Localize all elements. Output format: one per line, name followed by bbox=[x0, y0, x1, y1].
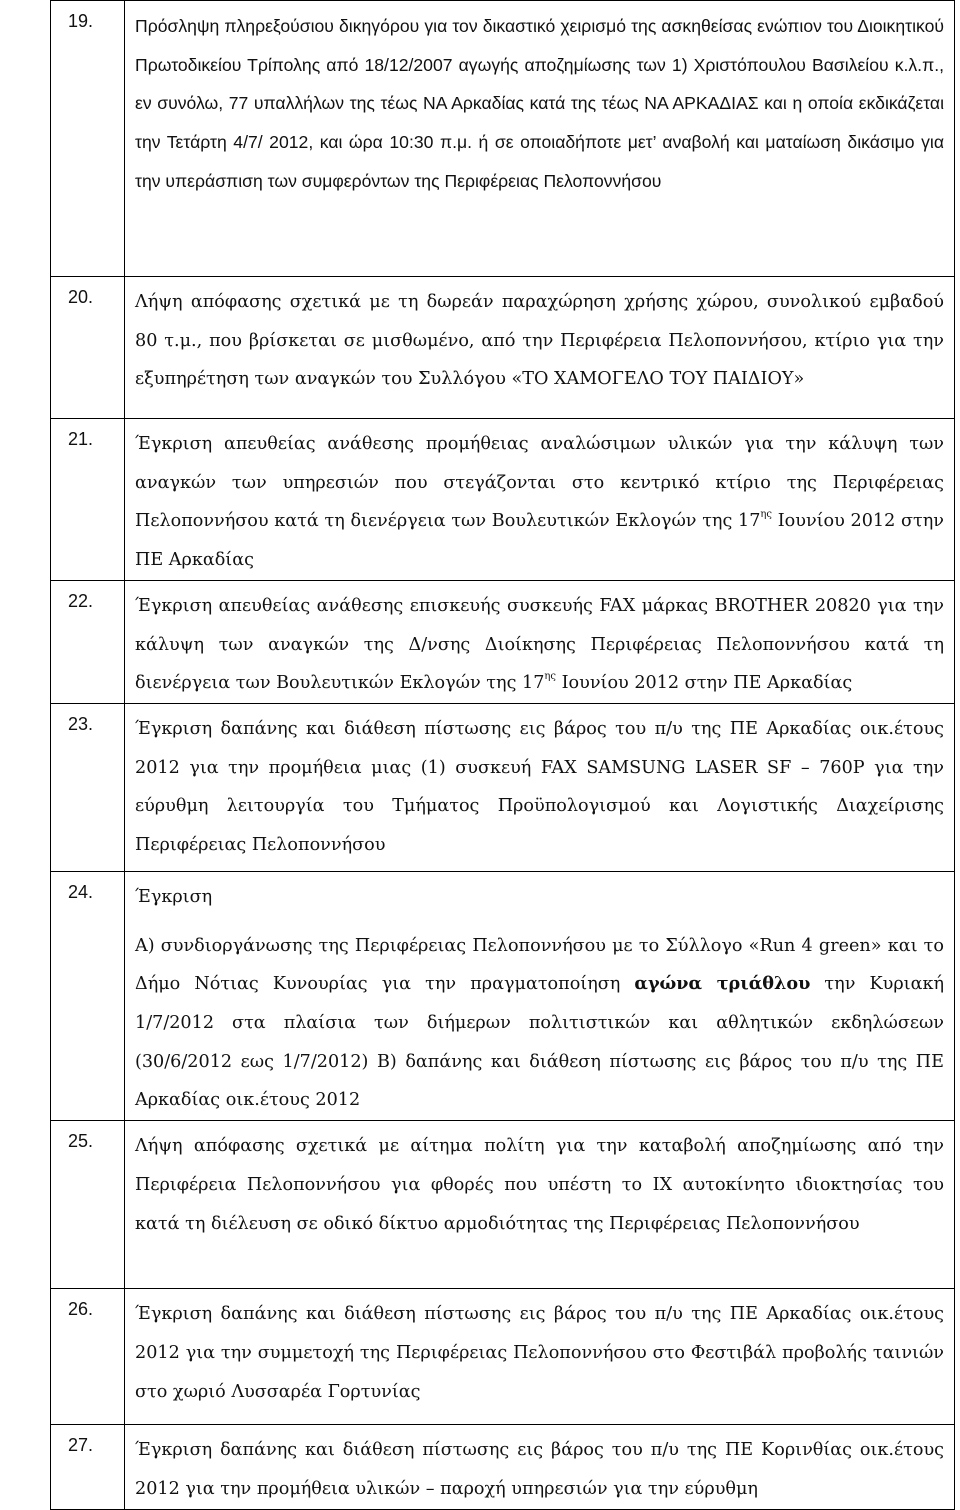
item-number: 25. bbox=[51, 1121, 125, 1289]
item-text: Έγκριση δαπάνης και διάθεση πίστωσης εις βάρος του π/υ της ΠΕ Κορινθίας οικ.έτους 2012 για την προμήθεια υλικών – παροχή υπηρεσιών για την εύρυθμη bbox=[135, 1440, 944, 1499]
agenda-item-26 bbox=[51, 1289, 955, 1425]
item-text: Έγκριση δαπάνης και διάθεση πίστωσης εις βάρος του π/υ της ΠΕ Αρκαδίας οικ.έτους 2012 για την συμμετοχή της Περιφέρειας Πελοποννήσου στο Φεστιβάλ προβολής ταινιών στο χωριό Λυσσαρέα Γορτυνίας bbox=[135, 1304, 944, 1402]
agenda-item-23 bbox=[51, 703, 955, 871]
item-number: 24. bbox=[51, 871, 125, 1120]
agenda-item-25 bbox=[51, 1121, 955, 1289]
item-text: Α) συνδιοργάνωσης της Περιφέρειας Πελοποννήσου με το Σύλλογο «Run 4 green» και το Δήμο Νότιας Κυνουρίας για την πραγματοποίηση αγώνα τριάθλου την Κυριακή 1/7/2012 στα πλαίσια των διήμερων πολιτιστικών και αθλητικών εκδηλώσεων (30/6/2012 εως 1/7/2012) Β) δαπάνης και διάθεση πίστωσης εις βάρος του π/υ της ΠΕ Αρκαδίας οικ.έτους 2012 bbox=[135, 935, 944, 1111]
item-text: Έγκριση δαπάνης και διάθεση πίστωσης εις βάρος του π/υ της ΠΕ Αρκαδίας οικ.έτους 2012 για την προμήθεια μιας (1) συσκευή FAX SAMSUNG LASER SF – 760P για την εύρυθμη λειτουργία του Τμήματος Προϋπολογισμού και Λογιστικής Διαχείρισης Περιφέρειας Πελοποννήσου bbox=[135, 718, 944, 856]
item-number: 26. bbox=[51, 1289, 125, 1425]
item-text: Έγκριση απευθείας ανάθεσης προμήθειας αναλώσιμων υλικών για την κάλυψη των αναγκών των υπηρεσιών που στεγάζονται στο κεντρικό κτίριο της Περιφέρειας Πελοποννήσου κατά τη διενέργεια των Βουλευτικών Εκλογών της $17^{\eta\varsigma}$ Ιουνίου 2012 στην ΠΕ Αρκαδίας bbox=[135, 434, 944, 571]
agenda-item-21 bbox=[51, 419, 955, 581]
agenda-item-19 bbox=[51, 1, 955, 277]
item-text: Έγκριση απευθείας ανάθεσης επισκευής συσκευής FAX μάρκας BROTHER 20820 για την κάλυψη των αναγκών της Δ/νσης Διοίκησης Περιφέρειας Πελοποννήσου κατά τη διενέργεια των Βουλευτικών Εκλογών της $17^{\eta\varsigma}$ Ιουνίου 2012 στην ΠΕ Αρκαδίας bbox=[135, 595, 944, 694]
item-number: 21. bbox=[51, 419, 125, 581]
item-number: 23. bbox=[51, 703, 125, 871]
emphasis-text: αγώνα τριάθλου bbox=[634, 973, 811, 995]
agenda-item-20 bbox=[51, 277, 955, 419]
item-heading: Έγκριση bbox=[135, 886, 213, 907]
item-number: 27. bbox=[51, 1425, 125, 1509]
agenda-item-22 bbox=[51, 580, 955, 703]
agenda-item-24 bbox=[51, 871, 955, 1120]
ordinal-suffix: ης bbox=[760, 509, 773, 521]
item-number: 19. bbox=[51, 1, 125, 277]
item-text: Λήψη απόφασης σχετικά με τη δωρεάν παραχώρηση χρήσης χώρου, συνολικού εμβαδού 80 τ.μ., που βρίσκεται σε μισθωμένο, από την Περιφέρεια Πελοποννήσου, κτίριο για την εξυπηρέτηση των αναγκών του Συλλόγου «ΤΟ ΧΑΜΟΓΕΛΟ ΤΟΥ ΠΑΙΔΙΟΥ» bbox=[135, 292, 944, 390]
item-text: Λήψη απόφασης σχετικά με αίτημα πολίτη για την καταβολή αποζημίωσης από την Περιφέρεια Πελοποννήσου για φθορές που υπέστη το ΙΧ αυτοκίνητο ιδιοκτησίας του κατά τη διέλευση σε οδικό δίκτυο αρμοδιότητας της Περιφέρειας Πελοποννήσου bbox=[135, 1136, 944, 1234]
item-text: Πρόσληψη πληρεξούσιου δικηγόρου για τον δικαστικό χειρισμό της ασκηθείσας ενώπιον του Διοικητικού Πρωτοδικείου Τρίπολης από 18/12/2007 αγωγής αποζημίωσης των 1) Χριστόπουλου Βασιλείου κ.λ.π., εν συνόλω, 77 υπαλλήλων της τέως ΝΑ Αρκαδίας κατά της τέως ΝΑ ΑΡΚΑΔΙΑΣ και η οποία εκδικάζεται την Τετάρτη 4/7/ 2012, και ώρα 10:30 π.μ. ή σε οποιαδήποτε μετ’ αναβολή και ματαίωση δικάσιμο για την υπεράσπιση των συμφερόντων της Περιφέρειας Πελοποννήσου bbox=[135, 16, 944, 191]
agenda-item-27 bbox=[51, 1425, 955, 1509]
agenda-table bbox=[50, 0, 955, 1510]
ordinal-suffix: ης bbox=[544, 671, 557, 683]
item-number: 22. bbox=[51, 580, 125, 703]
item-number: 20. bbox=[51, 277, 125, 419]
